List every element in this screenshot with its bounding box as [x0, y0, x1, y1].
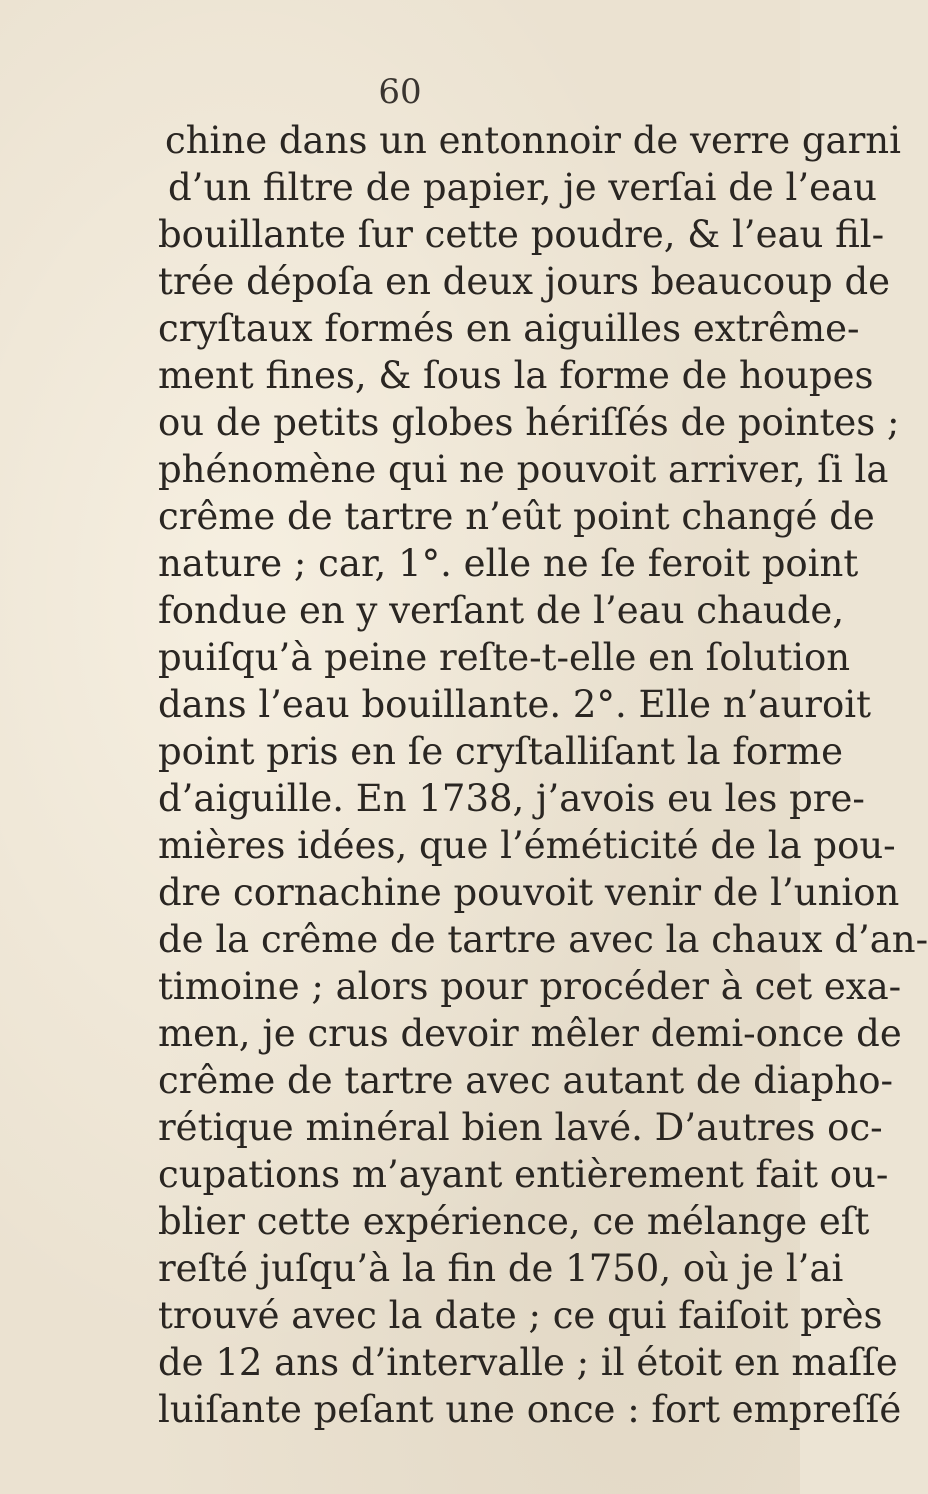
text-line: phénomène qui ne pouvoit arriver, ſi la — [158, 448, 889, 491]
text-line: d’un filtre de papier, je verſai de l’eau — [168, 166, 877, 209]
text-line: blier cette expérience, ce mélange eſt — [158, 1200, 870, 1243]
text-line: reſté juſqu’à la fin de 1750, où je l’ai — [158, 1247, 844, 1290]
text-line: dans l’eau bouillante. 2°. Elle n’auroit — [158, 683, 871, 726]
text-line: trée dépoſa en deux jours beaucoup de — [158, 260, 891, 303]
text-line: cryſtaux formés en aiguilles extrême- — [158, 307, 860, 350]
text-line: rétique minéral bien lavé. D’autres oc- — [158, 1106, 883, 1149]
text-line: ou de petits globes hériſſés de pointes ; — [158, 401, 900, 444]
text-line: de la crême de tartre avec la chaux d’an- — [158, 918, 928, 961]
text-line: chine dans un entonnoir de verre garni — [165, 119, 901, 162]
text-line: de 12 ans d’intervalle ; il étoit en maſſe — [158, 1341, 898, 1384]
text-line: crême de tartre avec autant de diapho- — [158, 1059, 894, 1102]
text-line: trouvé avec la date ; ce qui faiſoit près — [158, 1294, 883, 1337]
text-line: men, je crus devoir mêler demi-once de — [158, 1012, 902, 1055]
text-line: bouillante ſur cette poudre, & l’eau fil- — [158, 213, 885, 256]
text-line: mières idées, que l’éméticité de la pou- — [158, 824, 896, 867]
text-line: fondue en y verſant de l’eau chaude, — [158, 589, 845, 632]
text-line: luiſante peſant une once : fort empreſſé — [158, 1388, 902, 1431]
page-number: 60 — [378, 72, 422, 112]
text-line: timoine ; alors pour procéder à cet exa- — [158, 965, 902, 1008]
text-line: crême de tartre n’eût point changé de — [158, 495, 875, 538]
text-line: dre cornachine pouvoit venir de l’union — [158, 871, 900, 914]
text-line: cupations m’ayant entièrement fait ou- — [158, 1153, 889, 1196]
text-line: ment fines, & ſous la forme de houpes — [158, 354, 874, 397]
text-line: d’aiguille. En 1738, j’avois eu les pre- — [158, 777, 865, 820]
text-line: puiſqu’à peine reſte-t-elle en ſolution — [158, 636, 851, 679]
text-line: point pris en ſe cryſtalliſant la forme — [158, 730, 843, 773]
text-line: nature ; car, 1°. elle ne ſe feroit point — [158, 542, 859, 585]
